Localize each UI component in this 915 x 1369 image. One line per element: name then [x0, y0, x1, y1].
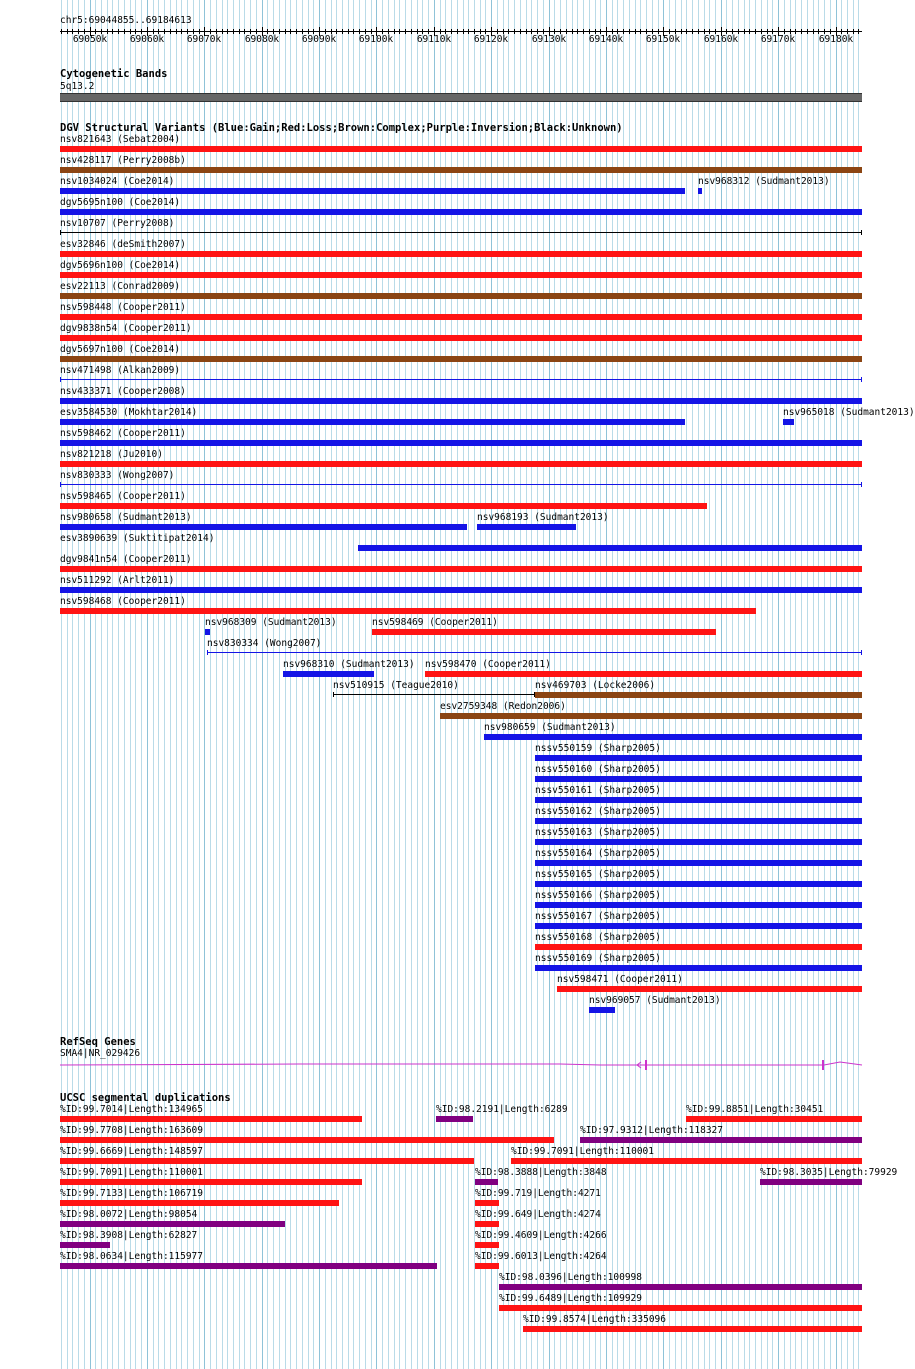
segdup-track-title[interactable]: UCSC segmental duplications — [60, 1092, 231, 1104]
segdup-bar[interactable] — [580, 1137, 862, 1143]
dgv-variant-label[interactable]: nsv1034024 (Coe2014) — [60, 176, 175, 187]
dgv-variant-label[interactable]: nssv550169 (Sharp2005) — [535, 953, 661, 964]
segdup-label[interactable]: %ID:99.8851|Length:30451 — [686, 1104, 824, 1115]
segdup-label[interactable]: %ID:99.6669|Length:148597 — [60, 1146, 203, 1157]
ruler-tick-label: 69150k — [645, 34, 681, 45]
segdup-bar[interactable] — [60, 1242, 110, 1248]
ruler-tick — [686, 29, 687, 34]
dgv-variant-bar-end — [333, 692, 334, 697]
ruler-tick — [285, 29, 286, 34]
dgv-variant-label[interactable]: nsv830334 (Wong2007) — [207, 638, 322, 649]
dgv-variant-label[interactable]: nsv598468 (Cooper2011) — [60, 596, 186, 607]
segdup-bar[interactable] — [760, 1179, 862, 1185]
ruler-tick — [67, 29, 68, 34]
dgv-variant-bar[interactable] — [283, 671, 374, 677]
ruler-tick-label: 69160k — [703, 34, 739, 45]
ruler-tick — [405, 29, 406, 34]
grid-line — [503, 0, 504, 1369]
dgv-variant-label[interactable]: nsv471498 (Alkan2009) — [60, 365, 181, 376]
ruler-tick-label: 69140k — [588, 34, 624, 45]
segdup-bar[interactable] — [60, 1116, 362, 1122]
segdup-label[interactable]: %ID:98.0396|Length:100998 — [499, 1272, 642, 1283]
dgv-variant-bar-end — [861, 377, 862, 382]
dgv-variant-label[interactable]: nssv550165 (Sharp2005) — [535, 869, 661, 880]
ruler-tick — [233, 29, 234, 34]
dgv-variant-bar[interactable] — [484, 734, 862, 740]
dgv-variant-label[interactable]: nssv550168 (Sharp2005) — [535, 932, 661, 943]
dgv-variant-bar[interactable] — [205, 629, 210, 635]
dgv-variant-label[interactable]: nsv510915 (Teague2010) — [333, 680, 459, 691]
dgv-variant-bar[interactable] — [698, 188, 702, 194]
dgv-variant-label[interactable]: nsv511292 (Arlt2011) — [60, 575, 175, 586]
ruler-tick-label: 69090k — [301, 34, 337, 45]
dgv-variant-label[interactable]: nsv968309 (Sudmant2013) — [205, 617, 337, 628]
segdup-label[interactable]: %ID:99.649|Length:4274 — [475, 1209, 601, 1220]
dgv-variant-label[interactable]: esv22113 (Conrad2009) — [60, 281, 181, 292]
dgv-variant-label[interactable]: nssv550167 (Sharp2005) — [535, 911, 661, 922]
segdup-bar[interactable] — [475, 1179, 498, 1185]
segdup-label[interactable]: %ID:98.2191|Length:6289 — [436, 1104, 568, 1115]
dgv-variant-label[interactable]: dgv5696n100 (Coe2014) — [60, 260, 181, 271]
ruler-tick — [290, 29, 291, 34]
segdup-label[interactable]: %ID:99.8574|Length:335096 — [523, 1314, 666, 1325]
segdup-bar[interactable] — [436, 1116, 473, 1122]
dgv-variant-bar[interactable] — [60, 461, 862, 467]
dgv-variant-label[interactable]: nsv598462 (Cooper2011) — [60, 428, 186, 439]
segdup-label[interactable]: %ID:97.9312|Length:118327 — [580, 1125, 723, 1136]
segdup-bar[interactable] — [475, 1200, 499, 1206]
dgv-variant-label[interactable]: nsv968312 (Sudmant2013) — [698, 176, 830, 187]
dgv-variant-label[interactable]: nsv469703 (Locke2006) — [535, 680, 656, 691]
position-label: chr5:69044855..69184613 — [60, 15, 192, 26]
ruler-tick — [749, 29, 750, 34]
ruler-tick — [577, 29, 578, 34]
dgv-variant-label[interactable]: nssv550166 (Sharp2005) — [535, 890, 661, 901]
segdup-label[interactable]: %ID:99.7708|Length:163609 — [60, 1125, 203, 1136]
segdup-label[interactable]: %ID:98.3035|Length:79929 — [760, 1167, 898, 1178]
dgv-variant-label[interactable]: nsv598465 (Cooper2011) — [60, 491, 186, 502]
dgv-variant-bar-end — [60, 377, 61, 382]
refseq-gene-model[interactable] — [0, 1055, 890, 1075]
segdup-bar[interactable] — [475, 1221, 499, 1227]
dgv-variant-bar[interactable] — [60, 587, 862, 593]
dgv-variant-label[interactable]: nssv550163 (Sharp2005) — [535, 827, 661, 838]
dgv-variant-label[interactable]: nsv821643 (Sebat2004) — [60, 134, 181, 145]
ruler-tick-label: 69050k — [72, 34, 108, 45]
ruler-tick — [692, 29, 693, 34]
dgv-variant-bar[interactable] — [425, 671, 862, 677]
segdup-label[interactable]: %ID:98.3908|Length:62827 — [60, 1230, 198, 1241]
dgv-variant-label[interactable]: nsv980658 (Sudmant2013) — [60, 512, 192, 523]
dgv-variant-bar[interactable] — [440, 713, 862, 719]
dgv-variant-bar[interactable] — [60, 398, 862, 404]
dgv-variant-label[interactable]: nsv965018 (Sudmant2013) — [783, 407, 915, 418]
dgv-variant-bar[interactable] — [358, 545, 862, 551]
ruler-tick — [698, 29, 699, 34]
dgv-variant-bar-end — [60, 482, 61, 487]
dgv-track-title[interactable]: DGV Structural Variants (Blue:Gain;Red:Loss;Brown:Complex;Purple:Inversion;Black:Unknown) — [60, 122, 623, 134]
segdup-label[interactable]: %ID:98.0072|Length:98054 — [60, 1209, 198, 1220]
ruler-tick — [463, 29, 464, 34]
ruler-tick — [61, 29, 62, 34]
dgv-variant-label[interactable]: nsv598469 (Cooper2011) — [372, 617, 498, 628]
segdup-bar[interactable] — [499, 1284, 862, 1290]
dgv-variant-bar[interactable] — [535, 944, 862, 950]
dgv-variant-label[interactable]: nsv598470 (Cooper2011) — [425, 659, 551, 670]
dgv-variant-bar-end — [861, 650, 862, 655]
dgv-variant-bar[interactable] — [60, 419, 685, 425]
gene-intron-line-2 — [636, 1062, 862, 1065]
refseq-track-title[interactable]: RefSeq Genes — [60, 1036, 136, 1048]
ruler-tick — [681, 29, 682, 34]
segdup-label[interactable]: %ID:99.6489|Length:109929 — [499, 1293, 642, 1304]
dgv-variant-bar[interactable] — [60, 146, 862, 152]
ruler-tick — [342, 29, 343, 34]
gene-exon — [822, 1060, 824, 1070]
ruler-tick-label: 69120k — [473, 34, 509, 45]
dgv-variant-bar[interactable] — [60, 209, 862, 215]
dgv-variant-bar-end — [861, 230, 862, 235]
segdup-label[interactable]: %ID:98.0634|Length:115977 — [60, 1251, 203, 1262]
dgv-variant-bar[interactable] — [535, 881, 862, 887]
refseq-gene-label[interactable]: SMA4|NR_029426 — [60, 1048, 141, 1059]
dgv-variant-label[interactable]: nsv821218 (Ju2010) — [60, 449, 163, 460]
dgv-variant-bar[interactable] — [535, 902, 862, 908]
dgv-variant-label[interactable]: nsv598448 (Cooper2011) — [60, 302, 186, 313]
dgv-variant-label[interactable]: nsv830333 (Wong2007) — [60, 470, 175, 481]
ruler-tick — [181, 29, 182, 34]
dgv-variant-label[interactable]: nsv969057 (Sudmant2013) — [589, 995, 721, 1006]
dgv-variant-bar[interactable] — [60, 232, 862, 233]
dgv-variant-label[interactable]: nsv968310 (Sudmant2013) — [283, 659, 415, 670]
dgv-variant-label[interactable]: dgv9841n54 (Cooper2011) — [60, 554, 192, 565]
segdup-bar[interactable] — [60, 1158, 474, 1164]
ruler-tick — [296, 29, 297, 34]
ruler-tick — [457, 29, 458, 34]
segdup-label[interactable]: %ID:99.7091|Length:110001 — [60, 1167, 203, 1178]
grid-line — [508, 0, 509, 1369]
ruler-tick-label: 69070k — [186, 34, 222, 45]
segdup-label[interactable]: %ID:99.7133|Length:106719 — [60, 1188, 203, 1199]
segdup-label[interactable]: %ID:99.719|Length:4271 — [475, 1188, 601, 1199]
ruler-tick — [744, 29, 745, 34]
segdup-bar[interactable] — [499, 1305, 862, 1311]
dgv-variant-label[interactable]: nsv968193 (Sudmant2013) — [477, 512, 609, 523]
cytoband-track-title[interactable]: Cytogenetic Bands — [60, 68, 168, 80]
grid-line — [497, 0, 498, 1369]
dgv-variant-bar[interactable] — [60, 167, 862, 173]
dgv-variant-label[interactable]: dgv9838n54 (Cooper2011) — [60, 323, 192, 334]
dgv-variant-bar-end — [207, 650, 208, 655]
dgv-variant-label[interactable]: nsv598471 (Cooper2011) — [557, 974, 683, 985]
grid-line — [485, 0, 486, 1369]
ruler-tick-label: 69170k — [760, 34, 796, 45]
segdup-label[interactable]: %ID:99.4609|Length:4266 — [475, 1230, 607, 1241]
grid-line — [491, 0, 492, 1369]
segdup-bar[interactable] — [60, 1221, 285, 1227]
dgv-variant-label[interactable]: nssv550160 (Sharp2005) — [535, 764, 661, 775]
dgv-variant-bar[interactable] — [535, 797, 862, 803]
dgv-variant-label[interactable]: esv2759348 (Redon2006) — [440, 701, 566, 712]
dgv-variant-bar[interactable] — [60, 440, 862, 446]
dgv-variant-bar[interactable] — [372, 629, 716, 635]
dgv-variant-bar[interactable] — [60, 524, 467, 530]
dgv-variant-label[interactable]: nssv550164 (Sharp2005) — [535, 848, 661, 859]
ruler-tick — [629, 29, 630, 34]
ruler-tick — [801, 29, 802, 34]
ruler-tick — [394, 29, 395, 34]
segdup-bar[interactable] — [60, 1137, 554, 1143]
dgv-variant-label[interactable]: nsv980659 (Sudmant2013) — [484, 722, 616, 733]
dgv-variant-bar[interactable] — [477, 524, 576, 530]
dgv-variant-label[interactable]: nssv550159 (Sharp2005) — [535, 743, 661, 754]
segdup-bar[interactable] — [475, 1263, 499, 1269]
ruler-tick-label: 69130k — [531, 34, 567, 45]
segdup-label[interactable]: %ID:99.6013|Length:4264 — [475, 1251, 607, 1262]
ruler-tick — [858, 29, 859, 34]
ruler-tick — [635, 29, 636, 34]
ruler-tick — [222, 29, 223, 34]
dgv-variant-label[interactable]: nssv550161 (Sharp2005) — [535, 785, 661, 796]
ruler-tick — [755, 29, 756, 34]
dgv-variant-bar[interactable] — [333, 694, 535, 695]
cytoband-bar[interactable] — [60, 93, 862, 102]
segdup-bar[interactable] — [511, 1158, 862, 1164]
grid-line — [480, 0, 481, 1369]
dgv-variant-bar[interactable] — [535, 692, 862, 698]
ruler-tick — [124, 29, 125, 34]
dgv-variant-bar-end — [861, 482, 862, 487]
ruler-tick — [399, 29, 400, 34]
ruler-tick — [514, 29, 515, 34]
segdup-label[interactable]: %ID:98.3888|Length:3848 — [475, 1167, 607, 1178]
dgv-variant-label[interactable]: nsv433371 (Cooper2008) — [60, 386, 186, 397]
ruler-tick — [176, 29, 177, 34]
ruler-tick — [227, 29, 228, 34]
dgv-variant-bar[interactable] — [60, 293, 862, 299]
dgv-variant-bar[interactable] — [60, 272, 862, 278]
ruler-tick — [640, 29, 641, 34]
dgv-variant-bar[interactable] — [783, 419, 794, 425]
ruler-tick — [468, 29, 469, 34]
dgv-variant-bar[interactable] — [535, 839, 862, 845]
segdup-bar[interactable] — [523, 1326, 862, 1332]
ruler-tick-label: 69180k — [818, 34, 854, 45]
ruler-tick — [526, 29, 527, 34]
dgv-variant-bar[interactable] — [589, 1007, 615, 1013]
dgv-variant-bar[interactable] — [60, 188, 685, 194]
ruler-tick — [583, 29, 584, 34]
dgv-variant-bar[interactable] — [535, 776, 862, 782]
dgv-variant-label[interactable]: esv32846 (deSmith2007) — [60, 239, 186, 250]
ruler-tick — [112, 29, 113, 34]
dgv-variant-label[interactable]: esv3890639 (Suktitipat2014) — [60, 533, 215, 544]
dgv-variant-label[interactable]: nssv550162 (Sharp2005) — [535, 806, 661, 817]
segdup-bar[interactable] — [60, 1179, 362, 1185]
dgv-variant-label[interactable]: dgv5697n100 (Coe2014) — [60, 344, 181, 355]
ruler-tick — [520, 29, 521, 34]
dgv-variant-bar[interactable] — [535, 860, 862, 866]
ruler-tick-label: 69100k — [358, 34, 394, 45]
segdup-bar[interactable] — [686, 1116, 862, 1122]
dgv-variant-bar[interactable] — [60, 484, 862, 485]
dgv-variant-bar[interactable] — [535, 923, 862, 929]
dgv-variant-bar-end — [60, 230, 61, 235]
ruler-tick-label: 69080k — [244, 34, 280, 45]
dgv-variant-bar[interactable] — [60, 356, 862, 362]
dgv-variant-bar[interactable] — [60, 314, 862, 320]
ruler-tick — [118, 29, 119, 34]
gene-exon — [645, 1060, 647, 1070]
segdup-bar[interactable] — [475, 1242, 499, 1248]
segdup-label[interactable]: %ID:99.7091|Length:110001 — [511, 1146, 654, 1157]
ruler-tick — [170, 29, 171, 34]
ruler-tick — [572, 29, 573, 34]
dgv-variant-label[interactable]: nsv10707 (Perry2008) — [60, 218, 175, 229]
dgv-variant-bar[interactable] — [60, 503, 707, 509]
dgv-variant-label[interactable]: dgv5695n100 (Coe2014) — [60, 197, 181, 208]
ruler-tick — [353, 29, 354, 34]
grid-line — [474, 0, 475, 1369]
gene-intron-line — [60, 1064, 636, 1065]
ruler-tick — [239, 29, 240, 34]
dgv-variant-bar[interactable] — [535, 965, 862, 971]
dgv-variant-bar[interactable] — [535, 755, 862, 761]
dgv-variant-label[interactable]: esv3584530 (Mokhtar2014) — [60, 407, 198, 418]
dgv-variant-bar[interactable] — [60, 608, 756, 614]
dgv-variant-bar[interactable] — [207, 652, 862, 653]
dgv-variant-bar[interactable] — [60, 566, 862, 572]
dgv-variant-bar[interactable] — [60, 335, 862, 341]
dgv-variant-bar[interactable] — [60, 251, 862, 257]
dgv-variant-bar[interactable] — [60, 379, 862, 380]
ruler-tick — [348, 29, 349, 34]
ruler-tick-label: 69110k — [416, 34, 452, 45]
dgv-variant-bar[interactable] — [557, 986, 862, 992]
ruler-tick — [411, 29, 412, 34]
ruler-tick — [813, 29, 814, 34]
segdup-bar[interactable] — [60, 1263, 437, 1269]
segdup-bar[interactable] — [60, 1200, 339, 1206]
dgv-variant-label[interactable]: nsv428117 (Perry2008b) — [60, 155, 186, 166]
segdup-label[interactable]: %ID:99.7014|Length:134965 — [60, 1104, 203, 1115]
ruler-tick-label: 69060k — [129, 34, 165, 45]
cytoband-label: 5q13.2 — [60, 81, 95, 92]
dgv-variant-bar[interactable] — [535, 818, 862, 824]
ruler-tick — [807, 29, 808, 34]
